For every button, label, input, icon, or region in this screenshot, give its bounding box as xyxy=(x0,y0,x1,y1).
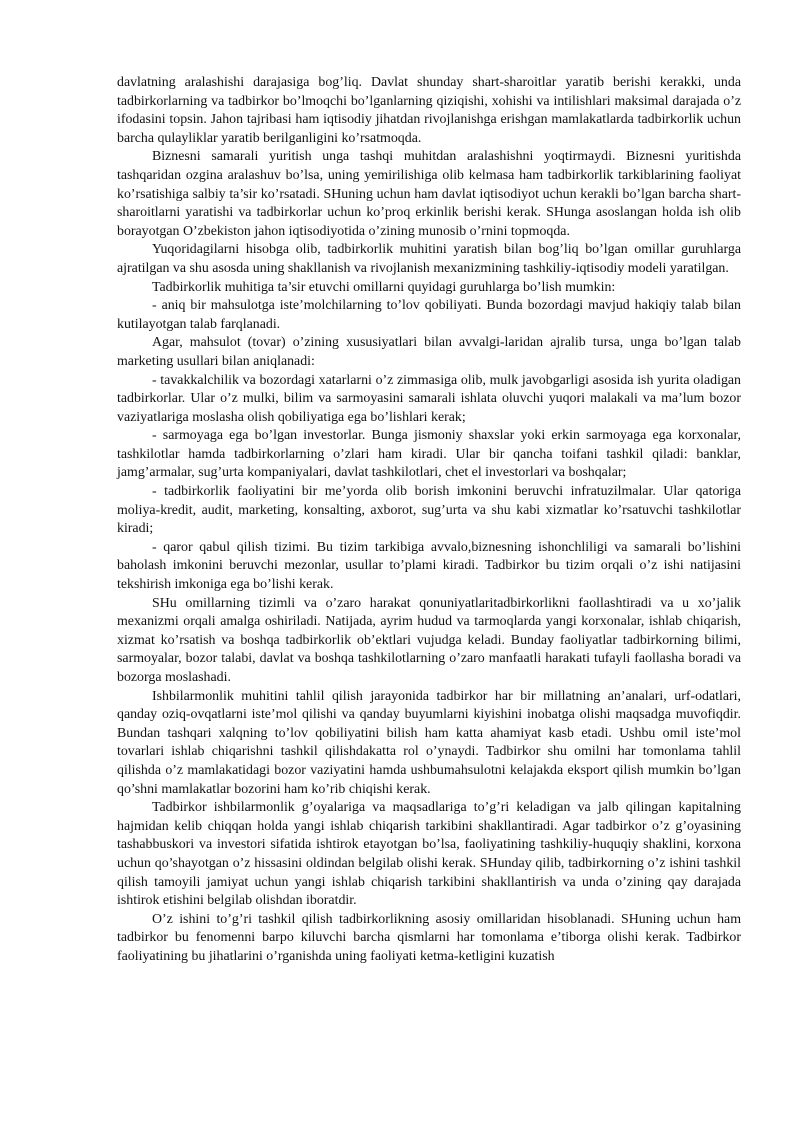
list-item-entrepreneurs: - tavakkalchilik va bozordagi xatarlarni o’z zimmasiga olib, mulk javobgarligi asosida ish yurita oladigan tadbirkorlar. Ular o’z mulki, bilim va sarmoyasini samarali ishlata oluvchi yuqori malakali va ma’lum bozor vaziyatlariga moslasha olish qobiliyatiga ega bo’lishlari kerak; xyxy=(117,372,741,425)
list-item-infrastructure: - tadbirkorlik faoliyatini bir me’yorda olib borish imkonini beruvchi infratuzilmalar. Ular qatoriga moliya-kredit, audit, marketing, konsalting, axborot, sug’urta va shu kabi xizmatlar ko’rsatuvchi tashkilotlar kiradi; xyxy=(117,484,741,537)
paragraph-factors-intro: Tadbirkorlik muhitiga ta’sir etuvchi omillarni quyidagi guruhlarga bo’lish mumkin: xyxy=(152,279,616,295)
list-item-solvency: - aniq bir mahsulotga iste’molchilarning to’lov qobiliyati. Bunda bozordagi mavjud hakiqiy talab bilan kutilayotgan talab farqlanadi. xyxy=(117,298,741,332)
paragraph-systemic-factors: SHu omillarning tizimli va o’zaro harakat qonuniyatlaritadbirkorlikni faollashtiradi va u xo’jalik mexanizmi orqali amalga oshiriladi. Natijada, ayrim hudud va tarmoqlarda yangi korxonalar, ishlab chiqarish, xizmat ko’rsatish va boshqa tadbirkorlik ob’ektlari vujudga keladi. Bunday faoliyatlar tadbirkorning bilimi, sarmoyalar, bozor talabi, davlat va boshqa tashkilotlarning o’zaro manfaatli harakati tufayli faollasha boradi va bozorga moslashadi. xyxy=(117,595,741,685)
list-item-decision-system: - qaror qabul qilish tizimi. Bu tizim tarkibiga avvalo,biznesning ishonchliligi va samarali bo’lishini baholash imkonini beruvchi mezonlar, usullar to’plami kiradi. Tadbirkor bu tizim orqali o’z ishi natijasini tekshirish imkoniga ega bo’lishi kerak. xyxy=(117,539,741,593)
list-item-investors: - sarmoyaga ega bo’lgan investorlar. Bunga jismoniy shaxslar yoki erkin sarmoyaga ega korxonalar, tashkilotlar hamda tadbirkorlarning o’zlari ham kiradi. Ular bir qancha toifani tashkil qiladi: banklar, jamg’armalar, sug’urta kompaniyalari, davlat tashkilotlari, chet el investorlari va boshqalar; xyxy=(117,428,741,481)
paragraph-factor-groups: Yuqoridagilarni hisobga olib, tadbirkorlik muhitini yaratish bilan bog’liq bo’lgan omillar guruhlarga ajratilgan va shu asosda uning shakllanish va rivojlanish mexanizmining tashkiliy-iqtisodiy modeli yaratilgan. xyxy=(117,242,741,276)
document-page xyxy=(117,74,741,967)
paragraph-state-role: davlatning aralashishi darajasiga bog’liq. Davlat shunday shart-sharoitlar yaratib berishi kerakki, unda tadbirkorlarning va tadbirkor bo’lmoqchi bo’lganlarning qiziqishi, xohishi va intilishlari maksimal darajada o’z ifodasini topsin. Jahon tajribasi ham iqtisodiy jihatdan rivojlanishga erishgan mamlakatlarda tadbirkorlik uchun barcha qulayliklar yaratib berilganligini ko’rsatmoqda. xyxy=(117,75,741,146)
paragraph-marketing-demand: Agar, mahsulot (tovar) o’zining xususiyatlari bilan avvalgi-laridan ajralib tursa, unga bo’lgan talab marketing usullari bilan aniqlanadi: xyxy=(117,335,741,369)
paragraph-business-analysis: Ishbilarmonlik muhitini tahlil qilish jarayonida tadbirkor har bir millatning an’analari, urf-odatlari, qanday oziq-ovqatlarni iste’mol qilishi va qanday buyumlarni kiyishini inobatga olishi maqsadga muvofiqdir. Bundan tashqari xalqning to’lov qobiliyatini bilish ham katta ahamiyat kasb etadi. Ushbu omil iste’mol tovarlari ishlab chiqarishni tashkil qilishdakatta rol o’ynaydi. Tadbirkor shu omilni har tomonlama tahlil qilishda o’z mamlakatidagi bozor vaziyatini hamda ushbumahsulotni kelajakda eksport qilish mumkin bo’lgan qo’shni mamlakatlar bozorini ham ko’rib chiqishi kerak. xyxy=(117,688,741,797)
paragraph-production-structure: Tadbirkor ishbilarmonlik g’oyalariga va maqsadlariga to’g’ri keladigan va jalb qilingan kapitalning hajmidan kelib chiqqan holda yangi ishlab chiqarish tarkibini shakllantiradi. Agar tadbirkor o’z g’oyasining tashabbuskori va investori sifatida ishtirok etayotgan bo’lsa, faoliyatining tashkiliy-huquqiy shaklini, korxona uchun qo’shayotgan o’z hissasini oldindan belgilab olishi kerak. SHunday qilib, tadbirkorning o’z ishini tashkil qilish tamoyili jamiyat uchun yangi ishlab chiqarish tarkibini shakllantirish va unda o’zining qay darajada ishtirok etishini belgilab olishdan iboratdir. xyxy=(117,800,741,909)
paragraph-organization: O’z ishini to’g’ri tashkil qilish tadbirkorlikning asosiy omillaridan hisoblanadi. SHuning uchun ham tadbirkor bu fenomenni barpo kiluvchi barcha qismlarni har tomonlama e’tiborga olishi kerak. Tadbirkor faoliyatining bu jihatlarini o’rganishda uning faoliyati ketma-ketligini kuzatish xyxy=(117,911,741,964)
paragraph-business-environment: Biznesni samarali yuritish unga tashqi muhitdan aralashishni yoqtirmaydi. Biznesni yuritishda tashqaridan ozgina aralashuv bo’lsa, uning yemirilishiga olib kelmasa ham tadbirkorlik tarkiblarining faoliyat ko’rsatishiga salbiy ta’sir ko’rsatadi. SHuning uchun ham davlat iqtisodiyot uchun kerakli bo’lgan barcha shart-sharoitlarni yaratishi va tadbirkorlar uchun ko’proq erkinlik berishi kerak. SHunga asoslangan holda ish olib borayotgan O’zbekiston jahon iqtisodiyotida o’zining munosib o’rnini topmoqda. xyxy=(117,149,741,239)
